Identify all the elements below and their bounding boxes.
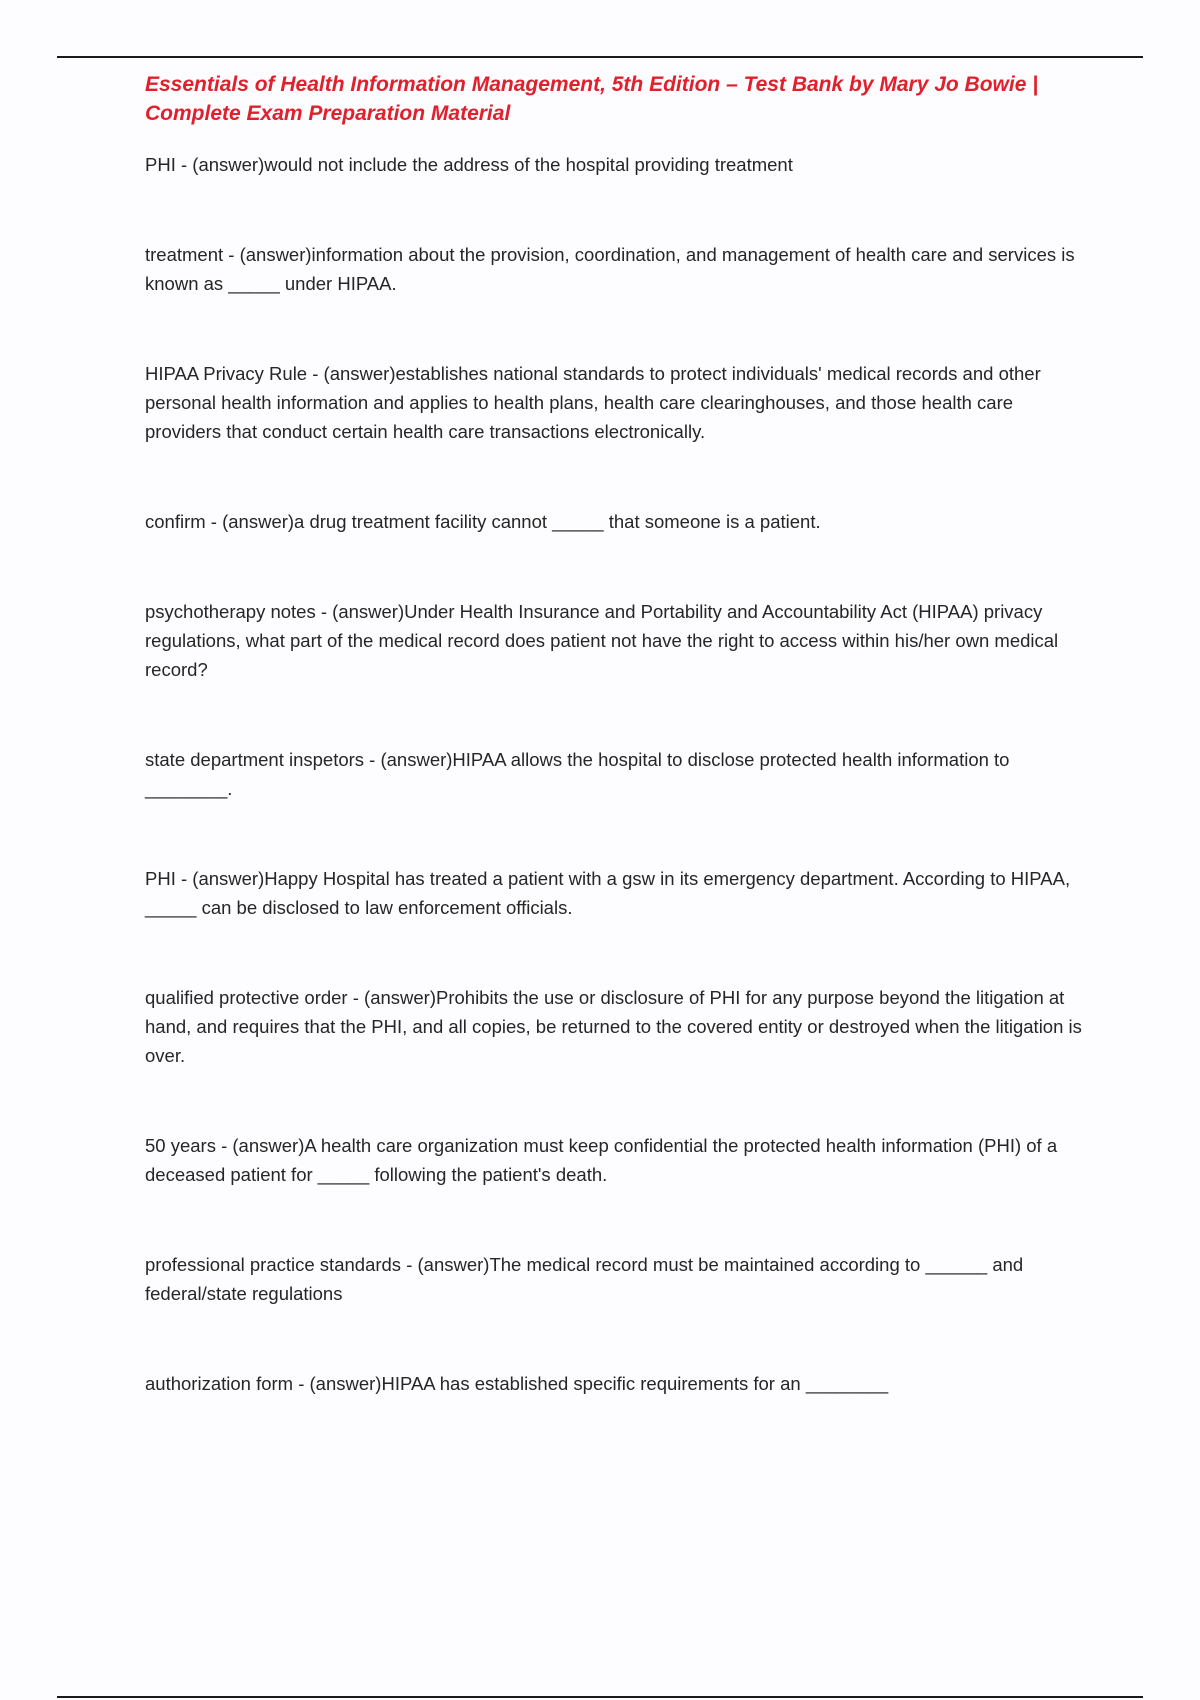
qa-entry-7: PHI - (answer)Happy Hospital has treated a patient with a gsw in its emergency department. According to HIPAA, _____ can be disclosed to law enforcement officials. xyxy=(145,868,1076,918)
qa-entry-8: qualified protective order - (answer)Prohibits the use or disclosure of PHI for any purpose beyond the litigation at hand, and requires that the PHI, and all copies, be returned to the covered entity or destroyed when the litigation is over. xyxy=(145,987,1088,1066)
bottom-rule xyxy=(57,1696,1143,1698)
top-rule xyxy=(57,56,1143,58)
qa-entry-6: state department inspetors - (answer)HIPAA allows the hospital to disclose protected health information to ________. xyxy=(145,749,1015,799)
qa-entry-1: PHI - (answer)would not include the address of the hospital providing treatment xyxy=(145,154,793,175)
qa-entry-9: 50 years - (answer)A health care organization must keep confidential the protected health information (PHI) of a deceased patient for _____ following the patient's death. xyxy=(145,1135,1063,1185)
title-line-1: Essentials of Health Information Management, 5th Edition – Test Bank by Mary Jo Bowie | xyxy=(145,73,1039,96)
document-body xyxy=(145,70,1090,1398)
qa-entry-5: psychotherapy notes - (answer)Under Health Insurance and Portability and Accountability Act (HIPAA) privacy regulations, what part of the medical record does patient not have the right to access within his/her own medical record? xyxy=(145,601,1064,680)
qa-entry-2: treatment - (answer)information about the provision, coordination, and management of health care and services is known as _____ under HIPAA. xyxy=(145,244,1080,294)
qa-entry-4: confirm - (answer)a drug treatment facility cannot _____ that someone is a patient. xyxy=(145,511,821,532)
qa-entry-3: HIPAA Privacy Rule - (answer)establishes national standards to protect individuals' medical records and other personal health information and applies to health plans, health care clearinghouses, and those health care providers that conduct certain health care transactions electronically. xyxy=(145,363,1046,442)
document-title xyxy=(145,70,1090,128)
qa-entry-10: professional practice standards - (answer)The medical record must be maintained according to ______ and federal/state regulations xyxy=(145,1254,1029,1304)
qa-entry-11: authorization form - (answer)HIPAA has established specific requirements for an ________ xyxy=(145,1373,889,1394)
title-line-2: Complete Exam Preparation Material xyxy=(145,102,511,125)
